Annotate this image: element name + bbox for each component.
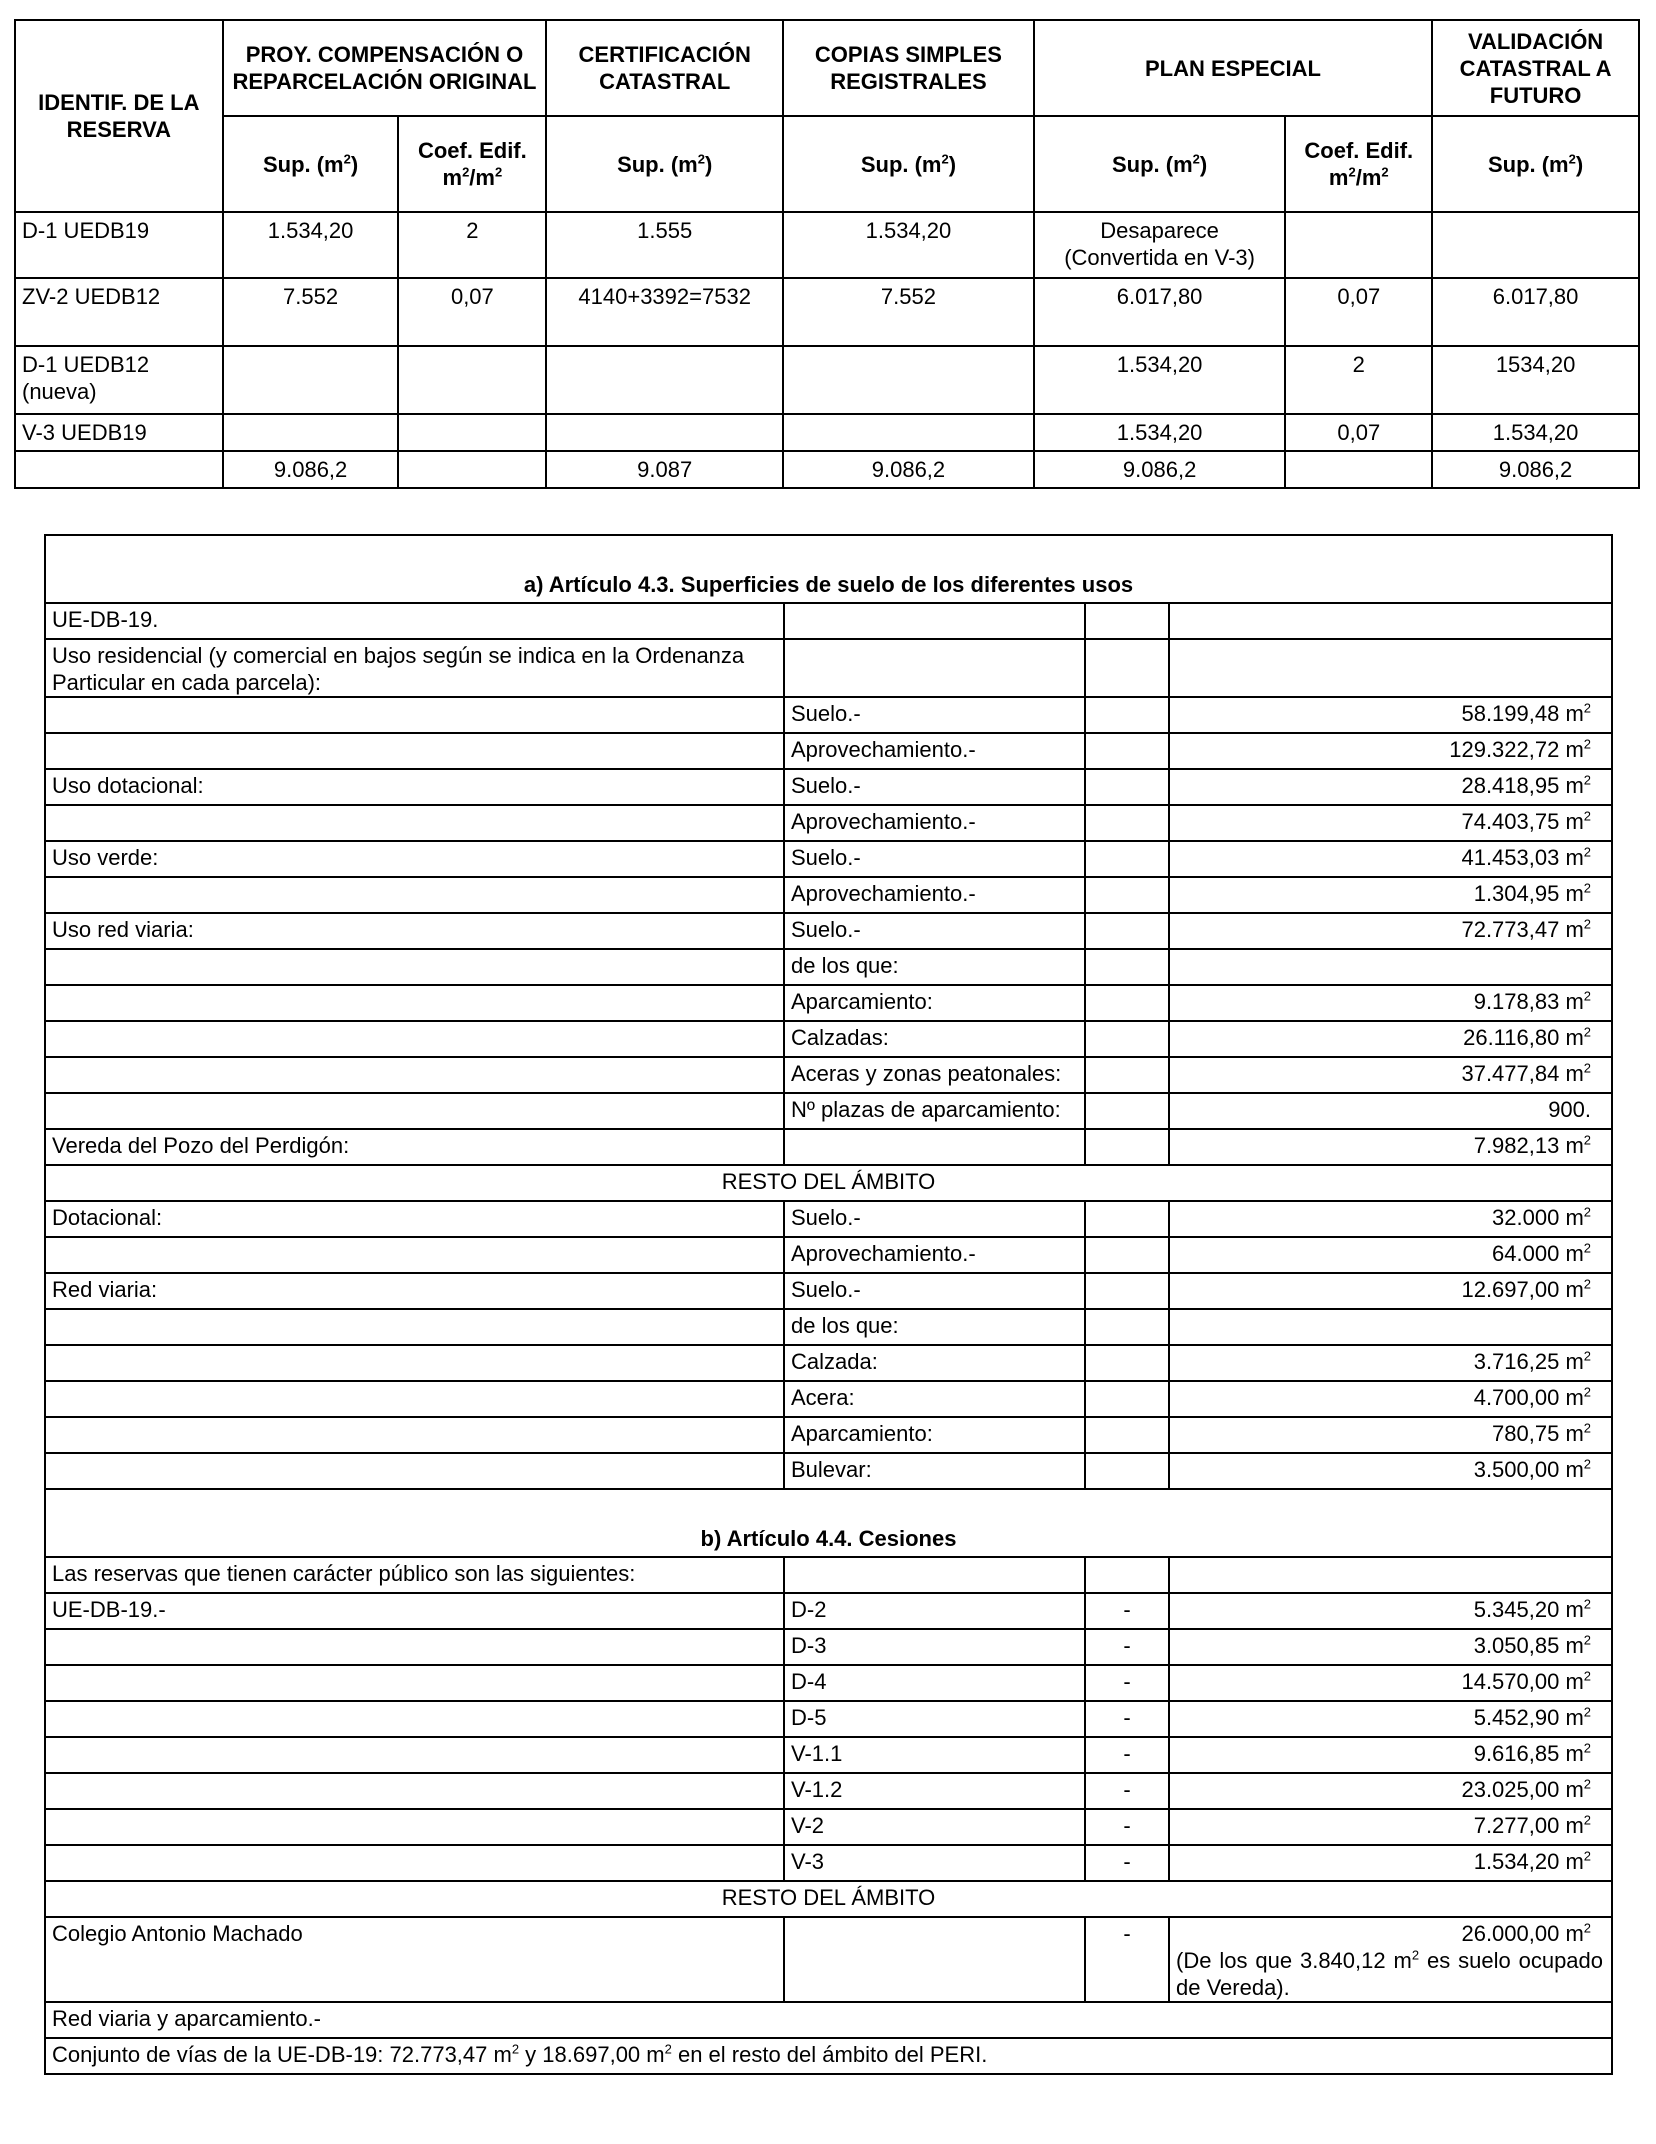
- dash-cell: [1085, 1309, 1169, 1345]
- value-cell: 3.050,85 $m^2$: [1169, 1629, 1612, 1665]
- type-cell: Aprovechamiento.-: [784, 1237, 1085, 1273]
- header-cert: CERTIFICACIÓN CATASTRAL: [546, 20, 783, 116]
- value-cell: 74.403,75 $m^2$: [1169, 805, 1612, 841]
- header-plan: PLAN ESPECIAL: [1034, 20, 1432, 116]
- value-cell: [783, 346, 1034, 414]
- value-cell: [223, 346, 399, 414]
- value-cell: 4140+3392=7532: [546, 278, 783, 346]
- type-cell: [784, 1557, 1085, 1593]
- section-header: RESTO DEL ÁMBITO: [45, 1881, 1612, 1917]
- type-cell: Suelo.-: [784, 1273, 1085, 1309]
- table-row: [45, 1345, 1612, 1381]
- dash-cell: [1085, 1021, 1169, 1057]
- table-row: [45, 841, 1612, 877]
- value-cell: 7.552: [223, 278, 399, 346]
- type-cell: Aceras y zonas peatonales:: [784, 1057, 1085, 1093]
- subheader-sup: Sup. $(m^2)$: [1034, 116, 1286, 212]
- description-cell: [45, 805, 784, 841]
- description-cell: [45, 1809, 784, 1845]
- type-cell: [784, 1129, 1085, 1165]
- table-row: [45, 1737, 1612, 1773]
- table-row: [15, 451, 1639, 488]
- value-cell: 9.087: [546, 451, 783, 488]
- table-row: [45, 769, 1612, 805]
- value-cell: 9.616,85 $m^2$: [1169, 1737, 1612, 1773]
- dash-cell: [1085, 1201, 1169, 1237]
- value-cell: 7.982,13 $m^2$: [1169, 1129, 1612, 1165]
- value-cell: 37.477,84 $m^2$: [1169, 1057, 1612, 1093]
- description-cell: [45, 1629, 784, 1665]
- dash-cell: [1085, 877, 1169, 913]
- table-row: [45, 1453, 1612, 1489]
- description-cell: Dotacional:: [45, 1201, 784, 1237]
- header-copias: COPIAS SIMPLES REGISTRALES: [783, 20, 1034, 116]
- subheader-sup: Sup. $(m^2)$: [783, 116, 1034, 212]
- dash-cell: -: [1085, 1917, 1169, 2002]
- value-cell: [223, 414, 399, 451]
- value-cell: 2: [1285, 346, 1432, 414]
- type-cell: Aprovechamiento.-: [784, 733, 1085, 769]
- dash-cell: [1085, 603, 1169, 639]
- table-row: [45, 1629, 1612, 1665]
- table-row: [45, 1093, 1612, 1129]
- value-cell: 4.700,00 $m^2$: [1169, 1381, 1612, 1417]
- table-row: [45, 1381, 1612, 1417]
- table-row: [45, 603, 1612, 639]
- value-cell: [398, 414, 546, 451]
- value-cell: [783, 414, 1034, 451]
- type-cell: Suelo.-: [784, 769, 1085, 805]
- value-cell: 0,07: [398, 278, 546, 346]
- value-cell: [1169, 949, 1612, 985]
- value-cell: 7.277,00 $m^2$: [1169, 1809, 1612, 1845]
- description-cell: Red viaria:: [45, 1273, 784, 1309]
- description-cell: [45, 877, 784, 913]
- table-row: [45, 2002, 1612, 2038]
- subheader-coef: Coef. Edif. $m^2/m^2$: [1285, 116, 1432, 212]
- description-cell: [45, 1237, 784, 1273]
- value-cell: [546, 414, 783, 451]
- dash-cell: [1085, 1273, 1169, 1309]
- type-cell: V-2: [784, 1809, 1085, 1845]
- description-cell: [45, 1665, 784, 1701]
- table-row: [15, 346, 1639, 414]
- table-row: [45, 1809, 1612, 1845]
- dash-cell: -: [1085, 1593, 1169, 1629]
- dash-cell: [1085, 841, 1169, 877]
- subheader-sup: Sup. $(m^2)$: [223, 116, 399, 212]
- value-cell: 1.555: [546, 212, 783, 278]
- value-cell: 26.000,00 $m^2$ (De los que 3.840,12 $m^2$ es suelo ocupado de Vereda).: [1169, 1917, 1612, 2002]
- type-cell: Aprovechamiento.-: [784, 877, 1085, 913]
- value-cell: 41.453,03 $m^2$: [1169, 841, 1612, 877]
- dash-cell: [1085, 913, 1169, 949]
- section-header: RESTO DEL ÁMBITO: [45, 1165, 1612, 1201]
- value-cell: 5.452,90 $m^2$: [1169, 1701, 1612, 1737]
- description-cell: [45, 1701, 784, 1737]
- value-cell: 780,75 $m^2$: [1169, 1417, 1612, 1453]
- value-cell: 58.199,48 $m^2$: [1169, 697, 1612, 733]
- value-cell: [546, 346, 783, 414]
- description-cell: [45, 1345, 784, 1381]
- dash-cell: [1085, 769, 1169, 805]
- description-cell: [45, 1093, 784, 1129]
- description-cell: UE-DB-19.: [45, 603, 784, 639]
- type-cell: [784, 639, 1085, 697]
- value-cell: 7.552: [783, 278, 1034, 346]
- full-row-text: Red viaria y aparcamiento.-: [45, 2002, 1612, 2038]
- dash-cell: [1085, 1237, 1169, 1273]
- type-cell: Aprovechamiento.-: [784, 805, 1085, 841]
- type-cell: Suelo.-: [784, 841, 1085, 877]
- value-cell: 72.773,47 $m^2$: [1169, 913, 1612, 949]
- table-row: [45, 805, 1612, 841]
- value-cell: 32.000 $m^2$: [1169, 1201, 1612, 1237]
- value-cell: Desaparece (Convertida en V-3): [1034, 212, 1286, 278]
- type-cell: D-5: [784, 1701, 1085, 1737]
- dash-cell: -: [1085, 1665, 1169, 1701]
- type-cell: Suelo.-: [784, 697, 1085, 733]
- table-row: [45, 949, 1612, 985]
- value-cell: 9.086,2: [1432, 451, 1639, 488]
- subheader-sup: Sup. $(m^2)$: [546, 116, 783, 212]
- value-cell: 1.534,20: [783, 212, 1034, 278]
- table-row: [45, 1917, 1612, 2002]
- value-cell: 9.178,83 $m^2$: [1169, 985, 1612, 1021]
- table-row: [45, 1057, 1612, 1093]
- type-cell: Acera:: [784, 1381, 1085, 1417]
- value-cell: 26.116,80 $m^2$: [1169, 1021, 1612, 1057]
- description-cell: Uso red viaria:: [45, 913, 784, 949]
- description-cell: Uso verde:: [45, 841, 784, 877]
- dash-cell: [1085, 1057, 1169, 1093]
- type-cell: Aparcamiento:: [784, 1417, 1085, 1453]
- table-row: [45, 733, 1612, 769]
- description-cell: [45, 949, 784, 985]
- table-row: [45, 1129, 1612, 1165]
- value-cell: [1285, 451, 1432, 488]
- value-cell: 1.534,20: [223, 212, 399, 278]
- table-row: [15, 414, 1639, 451]
- type-cell: Calzada:: [784, 1345, 1085, 1381]
- type-cell: D-4: [784, 1665, 1085, 1701]
- reserve-id-cell: V-3 UEDB19: [15, 414, 223, 451]
- value-cell: [398, 451, 546, 488]
- value-cell: 1.534,20 $m^2$: [1169, 1845, 1612, 1881]
- description-cell: Colegio Antonio Machado: [45, 1917, 784, 2002]
- value-cell: 64.000 $m^2$: [1169, 1237, 1612, 1273]
- type-cell: Suelo.-: [784, 1201, 1085, 1237]
- type-cell: V-3: [784, 1845, 1085, 1881]
- table-row: [15, 278, 1639, 346]
- dash-cell: [1085, 985, 1169, 1021]
- value-cell: [398, 346, 546, 414]
- description-cell: [45, 1417, 784, 1453]
- dash-cell: [1085, 697, 1169, 733]
- dash-cell: [1085, 1381, 1169, 1417]
- value-cell: [1169, 1557, 1612, 1593]
- description-cell: [45, 1453, 784, 1489]
- value-cell: [1285, 212, 1432, 278]
- value-cell: 0,07: [1285, 278, 1432, 346]
- dash-cell: [1085, 1093, 1169, 1129]
- table-row: [45, 1701, 1612, 1737]
- type-cell: V-1.1: [784, 1737, 1085, 1773]
- table-row: [45, 1417, 1612, 1453]
- dash-cell: [1085, 949, 1169, 985]
- dash-cell: [1085, 1345, 1169, 1381]
- dash-cell: [1085, 805, 1169, 841]
- type-cell: Calzadas:: [784, 1021, 1085, 1057]
- table-row: [45, 1881, 1612, 1917]
- table-row: [45, 1489, 1612, 1557]
- description-cell: Uso residencial (y comercial en bajos según se indica en la Ordenanza Particular en cada parcela):: [45, 639, 784, 697]
- dash-cell: [1085, 1417, 1169, 1453]
- description-cell: [45, 985, 784, 1021]
- dash-cell: [1085, 1129, 1169, 1165]
- reserve-id-cell: [15, 451, 223, 488]
- table-row: [45, 913, 1612, 949]
- reserves-table: [14, 19, 1640, 489]
- header-valid: VALIDACIÓN CATASTRAL A FUTURO: [1432, 20, 1639, 116]
- value-cell: 23.025,00 $m^2$: [1169, 1773, 1612, 1809]
- value-cell: 900.: [1169, 1093, 1612, 1129]
- description-cell: [45, 733, 784, 769]
- value-cell: 9.086,2: [223, 451, 399, 488]
- description-cell: [45, 1773, 784, 1809]
- section-title: b) Artículo 4.4. Cesiones: [45, 1489, 1612, 1557]
- value-cell: 1.534,20: [1034, 346, 1286, 414]
- table-row: [45, 1201, 1612, 1237]
- table-row: [45, 2038, 1612, 2074]
- section-title: a) Artículo 4.3. Superficies de suelo de los diferentes usos: [45, 535, 1612, 603]
- value-cell: 129.322,72 $m^2$: [1169, 733, 1612, 769]
- value-cell: 5.345,20 $m^2$: [1169, 1593, 1612, 1629]
- table-row: [45, 1845, 1612, 1881]
- value-cell: [1169, 603, 1612, 639]
- table-row: [45, 1773, 1612, 1809]
- description-cell: [45, 1737, 784, 1773]
- table-row: [45, 1237, 1612, 1273]
- value-cell: 1534,20: [1432, 346, 1639, 414]
- header-proy: PROY. COMPENSACIÓN O REPARCELACIÓN ORIGINAL: [223, 20, 547, 116]
- superficies-table: [44, 534, 1613, 2075]
- value-cell: 14.570,00 $m^2$: [1169, 1665, 1612, 1701]
- value-cell: [1169, 1309, 1612, 1345]
- type-cell: Aparcamiento:: [784, 985, 1085, 1021]
- value-cell: [1169, 639, 1612, 697]
- reserve-id-cell: D-1 UEDB12 (nueva): [15, 346, 223, 414]
- description-cell: [45, 1381, 784, 1417]
- table-row: [15, 212, 1639, 278]
- table-row: [45, 639, 1612, 697]
- type-cell: V-1.2: [784, 1773, 1085, 1809]
- table-row: [45, 1273, 1612, 1309]
- dash-cell: -: [1085, 1737, 1169, 1773]
- table-row: [45, 1665, 1612, 1701]
- description-cell: UE-DB-19.-: [45, 1593, 784, 1629]
- value-cell: 2: [398, 212, 546, 278]
- dash-cell: -: [1085, 1845, 1169, 1881]
- type-cell: D-2: [784, 1593, 1085, 1629]
- table-row: [45, 985, 1612, 1021]
- dash-cell: -: [1085, 1701, 1169, 1737]
- dash-cell: [1085, 1557, 1169, 1593]
- description-cell: [45, 1309, 784, 1345]
- description-cell: [45, 697, 784, 733]
- type-cell: Nº plazas de aparcamiento:: [784, 1093, 1085, 1129]
- value-cell: 9.086,2: [783, 451, 1034, 488]
- dash-cell: [1085, 1453, 1169, 1489]
- table-row: [45, 535, 1612, 603]
- type-cell: D-3: [784, 1629, 1085, 1665]
- table-row: [45, 1165, 1612, 1201]
- type-cell: Suelo.-: [784, 913, 1085, 949]
- table-row: [45, 1021, 1612, 1057]
- table-row: [45, 1309, 1612, 1345]
- type-cell: [784, 603, 1085, 639]
- description-cell: [45, 1057, 784, 1093]
- description-cell: [45, 1845, 784, 1881]
- subheader-sup: Sup. $(m^2)$: [1432, 116, 1639, 212]
- value-cell: 0,07: [1285, 414, 1432, 451]
- conjunto-vias-text: Conjunto de vías de la UE-DB-19: 72.773,47 $m^2$ y 18.697,00 $m^2$ en el resto del ámbito del PERI.: [45, 2038, 1612, 2074]
- type-cell: [784, 1917, 1085, 2002]
- value-cell: 3.500,00 $m^2$: [1169, 1453, 1612, 1489]
- value-cell: 1.534,20: [1034, 414, 1286, 451]
- description-cell: Vereda del Pozo del Perdigón:: [45, 1129, 784, 1165]
- table-row: [45, 1557, 1612, 1593]
- value-cell: 12.697,00 $m^2$: [1169, 1273, 1612, 1309]
- dash-cell: -: [1085, 1629, 1169, 1665]
- value-cell: 3.716,25 $m^2$: [1169, 1345, 1612, 1381]
- description-cell: Las reservas que tienen carácter público son las siguientes:: [45, 1557, 784, 1593]
- description-cell: Uso dotacional:: [45, 769, 784, 805]
- type-cell: Bulevar:: [784, 1453, 1085, 1489]
- table-row: [45, 1593, 1612, 1629]
- table-row: [45, 877, 1612, 913]
- table-row: [45, 697, 1612, 733]
- header-identif: IDENTIF. DE LA RESERVA: [15, 20, 223, 212]
- dash-cell: -: [1085, 1773, 1169, 1809]
- reserve-id-cell: ZV-2 UEDB12: [15, 278, 223, 346]
- value-cell: 1.534,20: [1432, 414, 1639, 451]
- description-cell: [45, 1021, 784, 1057]
- value-cell: 9.086,2: [1034, 451, 1286, 488]
- dash-cell: [1085, 733, 1169, 769]
- reserve-id-cell: D-1 UEDB19: [15, 212, 223, 278]
- dash-cell: [1085, 639, 1169, 697]
- value-cell: 6.017,80: [1432, 278, 1639, 346]
- value-cell: 28.418,95 $m^2$: [1169, 769, 1612, 805]
- dash-cell: -: [1085, 1809, 1169, 1845]
- value-cell: [1432, 212, 1639, 278]
- type-cell: de los que:: [784, 949, 1085, 985]
- subheader-coef: Coef. Edif. $m^2/m^2$: [398, 116, 546, 212]
- type-cell: de los que:: [784, 1309, 1085, 1345]
- value-cell: 6.017,80: [1034, 278, 1286, 346]
- value-cell: 1.304,95 $m^2$: [1169, 877, 1612, 913]
